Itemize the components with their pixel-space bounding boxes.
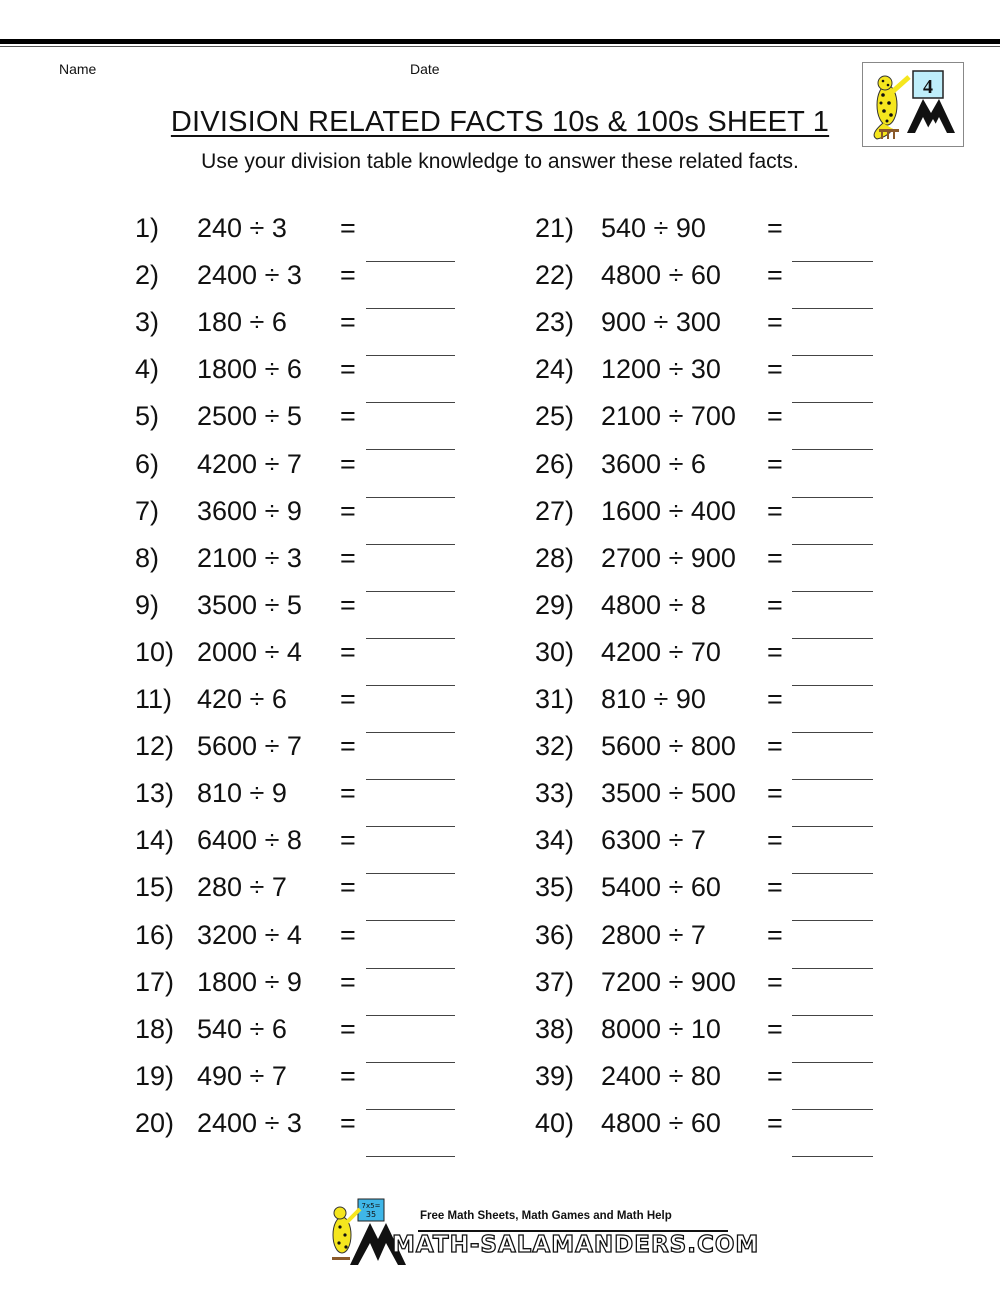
equals-sign: = bbox=[767, 589, 783, 620]
equals-sign: = bbox=[340, 684, 356, 714]
answer-blank[interactable] bbox=[792, 520, 873, 545]
answer-blank[interactable] bbox=[366, 614, 455, 639]
answer-blank[interactable] bbox=[366, 378, 455, 403]
problem-number: 19) bbox=[135, 1060, 175, 1091]
problem-number: 32) bbox=[535, 731, 575, 762]
equals-sign: = bbox=[340, 919, 356, 950]
answer-blank[interactable] bbox=[366, 944, 455, 969]
problem-number: 5) bbox=[135, 401, 160, 432]
answer-blank[interactable] bbox=[792, 1085, 873, 1110]
answer-blank[interactable] bbox=[792, 802, 873, 827]
problem-row bbox=[135, 1061, 465, 1108]
answer-blank[interactable] bbox=[792, 614, 873, 639]
problem-expression: 540 ÷ 90 bbox=[601, 213, 706, 243]
page-title-text: DIVISION RELATED FACTS 10s & 100s SHEET 1 bbox=[170, 106, 830, 138]
equals-sign: = bbox=[340, 1060, 356, 1091]
equals-sign: = bbox=[767, 260, 783, 291]
grade-logo bbox=[862, 62, 964, 147]
problem-expression: 4800 ÷ 60 bbox=[601, 260, 721, 291]
problem-expression: 2000 ÷ 4 bbox=[197, 636, 302, 667]
problem-row bbox=[135, 260, 465, 307]
equals-sign: = bbox=[340, 495, 356, 526]
problem-expression: 4200 ÷ 7 bbox=[197, 448, 302, 479]
problem-expression: 280 ÷ 7 bbox=[197, 872, 287, 903]
answer-blank[interactable] bbox=[792, 661, 873, 686]
equals-sign: = bbox=[340, 636, 356, 667]
problem-row bbox=[535, 684, 880, 731]
equals-sign: = bbox=[767, 401, 783, 432]
equals-sign: = bbox=[340, 448, 356, 479]
answer-blank[interactable] bbox=[366, 1038, 455, 1063]
top-rule-thin bbox=[0, 46, 1000, 47]
problem-expression: 2400 ÷ 80 bbox=[601, 1060, 721, 1091]
answer-blank[interactable] bbox=[792, 567, 873, 592]
problem-expression: 810 ÷ 9 bbox=[197, 778, 287, 809]
equals-sign: = bbox=[767, 919, 783, 950]
problem-number: 28) bbox=[535, 542, 575, 573]
answer-blank[interactable] bbox=[366, 284, 455, 309]
problem-row bbox=[535, 401, 880, 448]
answer-blank[interactable] bbox=[366, 708, 455, 733]
answer-blank[interactable] bbox=[366, 661, 455, 686]
problem-row bbox=[535, 260, 880, 307]
equals-sign: = bbox=[340, 966, 356, 997]
equals-sign: = bbox=[767, 354, 783, 385]
equals-sign: = bbox=[767, 731, 783, 762]
problem-number: 4) bbox=[135, 354, 160, 385]
equals-sign: = bbox=[340, 260, 356, 291]
problem-number: 21) bbox=[535, 213, 575, 243]
salamander-logo-icon bbox=[863, 63, 963, 146]
equals-sign: = bbox=[767, 872, 783, 903]
problem-expression: 3200 ÷ 4 bbox=[197, 919, 302, 950]
problem-row bbox=[135, 920, 465, 967]
problem-expression: 7200 ÷ 900 bbox=[601, 966, 736, 997]
problem-number: 12) bbox=[135, 731, 175, 762]
problem-expression: 900 ÷ 300 bbox=[601, 307, 721, 338]
answer-blank[interactable] bbox=[792, 284, 873, 309]
problem-row bbox=[135, 449, 465, 496]
problem-number: 34) bbox=[535, 825, 575, 856]
problem-number: 11) bbox=[135, 684, 173, 714]
problem-expression: 2700 ÷ 900 bbox=[601, 542, 736, 573]
problem-number: 8) bbox=[135, 542, 160, 573]
problem-number: 16) bbox=[135, 919, 175, 950]
answer-blank[interactable] bbox=[366, 849, 455, 874]
problem-number: 13) bbox=[135, 778, 175, 809]
problem-row bbox=[135, 590, 465, 637]
problem-number: 2) bbox=[135, 260, 160, 291]
problem-row bbox=[535, 637, 880, 684]
answer-blank[interactable] bbox=[366, 755, 455, 780]
problem-number: 1) bbox=[135, 213, 160, 243]
problem-row bbox=[135, 778, 465, 825]
problem-number: 15) bbox=[135, 872, 175, 903]
problem-expression: 1800 ÷ 6 bbox=[197, 354, 302, 385]
answer-blank[interactable] bbox=[792, 473, 873, 498]
problem-expression: 810 ÷ 90 bbox=[601, 684, 706, 714]
equals-sign: = bbox=[340, 589, 356, 620]
problem-number: 26) bbox=[535, 448, 575, 479]
problem-number: 27) bbox=[535, 495, 575, 526]
answer-blank[interactable] bbox=[792, 331, 873, 356]
problem-row bbox=[135, 401, 465, 448]
problem-number: 36) bbox=[535, 919, 575, 950]
problem-row bbox=[535, 543, 880, 590]
problem-expression: 1800 ÷ 9 bbox=[197, 966, 302, 997]
problem-number: 14) bbox=[135, 825, 175, 856]
problem-expression: 4200 ÷ 70 bbox=[601, 636, 721, 667]
equals-sign: = bbox=[767, 542, 783, 573]
problem-number: 10) bbox=[135, 636, 175, 667]
problem-expression: 3600 ÷ 9 bbox=[197, 495, 302, 526]
footer-tagline: Free Math Sheets, Math Games and Math Help bbox=[420, 1210, 672, 1222]
name-label: Name bbox=[59, 61, 97, 77]
date-label: Date bbox=[410, 61, 440, 77]
problem-row bbox=[535, 449, 880, 496]
problem-row bbox=[135, 684, 465, 731]
problem-expression: 5400 ÷ 60 bbox=[601, 872, 721, 903]
problem-expression: 1200 ÷ 30 bbox=[601, 354, 721, 385]
problem-expression: 420 ÷ 6 bbox=[197, 684, 287, 714]
answer-blank[interactable] bbox=[792, 1038, 873, 1063]
equals-sign: = bbox=[767, 448, 783, 479]
equals-sign: = bbox=[767, 636, 783, 667]
problem-expression: 180 ÷ 6 bbox=[197, 307, 287, 338]
problem-expression: 490 ÷ 7 bbox=[197, 1060, 287, 1091]
problem-expression: 2800 ÷ 7 bbox=[601, 919, 706, 950]
equals-sign: = bbox=[767, 1060, 783, 1091]
problem-expression: 3500 ÷ 5 bbox=[197, 589, 302, 620]
equals-sign: = bbox=[340, 825, 356, 856]
problem-row bbox=[535, 920, 880, 967]
answer-blank[interactable] bbox=[366, 896, 455, 921]
answer-blank[interactable] bbox=[366, 425, 455, 450]
problem-row bbox=[135, 1108, 465, 1155]
problem-row bbox=[535, 1014, 880, 1061]
problem-number: 35) bbox=[535, 872, 575, 903]
answer-blank[interactable] bbox=[366, 237, 455, 262]
problem-row bbox=[535, 590, 880, 637]
equals-sign: = bbox=[340, 731, 356, 762]
answer-blank[interactable] bbox=[366, 473, 455, 498]
answer-blank[interactable] bbox=[792, 849, 873, 874]
answer-blank[interactable] bbox=[792, 708, 873, 733]
problem-expression: 6300 ÷ 7 bbox=[601, 825, 706, 856]
grade-badge: 4 bbox=[923, 76, 933, 98]
equals-sign: = bbox=[767, 1013, 783, 1044]
svg-text:35: 35 bbox=[365, 1210, 377, 1219]
top-rule bbox=[0, 39, 1000, 44]
problem-expression: 6400 ÷ 8 bbox=[197, 825, 302, 856]
problem-expression: 5600 ÷ 7 bbox=[197, 731, 302, 762]
problem-number: 6) bbox=[135, 448, 160, 479]
equals-sign: = bbox=[340, 778, 356, 809]
problem-row bbox=[535, 1108, 880, 1155]
problem-number: 7) bbox=[135, 495, 160, 526]
answer-blank[interactable] bbox=[792, 237, 873, 262]
problem-row bbox=[135, 496, 465, 543]
answer-blank[interactable] bbox=[792, 755, 873, 780]
svg-text:7x5=: 7x5= bbox=[361, 1202, 381, 1210]
problem-expression: 3600 ÷ 6 bbox=[601, 448, 706, 479]
equals-sign: = bbox=[340, 213, 356, 243]
problem-expression: 2100 ÷ 3 bbox=[197, 542, 302, 573]
problem-expression: 2400 ÷ 3 bbox=[197, 260, 302, 291]
problem-row bbox=[535, 1061, 880, 1108]
equals-sign: = bbox=[340, 307, 356, 338]
equals-sign: = bbox=[767, 1107, 783, 1138]
footer-brand: MATH-SALAMANDERS.COM bbox=[392, 1232, 760, 1258]
footer-logo bbox=[320, 1195, 760, 1270]
equals-sign: = bbox=[767, 684, 783, 714]
problem-expression: 5600 ÷ 800 bbox=[601, 731, 736, 762]
problem-expression: 3500 ÷ 500 bbox=[601, 778, 736, 809]
equals-sign: = bbox=[767, 778, 783, 809]
problem-row bbox=[535, 778, 880, 825]
problem-number: 24) bbox=[535, 354, 575, 385]
problem-number: 30) bbox=[535, 636, 575, 667]
problem-number: 39) bbox=[535, 1060, 575, 1091]
equals-sign: = bbox=[767, 307, 783, 338]
problem-number: 20) bbox=[135, 1107, 175, 1138]
problem-row bbox=[535, 307, 880, 354]
problem-expression: 2500 ÷ 5 bbox=[197, 401, 302, 432]
equals-sign: = bbox=[767, 825, 783, 856]
equals-sign: = bbox=[767, 213, 783, 243]
problem-row bbox=[135, 307, 465, 354]
problem-number: 22) bbox=[535, 260, 575, 291]
problem-expression: 2100 ÷ 700 bbox=[601, 401, 736, 432]
problem-row bbox=[535, 872, 880, 919]
problem-expression: 4800 ÷ 60 bbox=[601, 1107, 721, 1138]
equals-sign: = bbox=[340, 872, 356, 903]
answer-blank[interactable] bbox=[792, 425, 873, 450]
answer-blank[interactable] bbox=[792, 1132, 873, 1157]
problem-row bbox=[535, 354, 880, 401]
answer-blank[interactable] bbox=[792, 896, 873, 921]
problem-row bbox=[135, 543, 465, 590]
problem-row bbox=[135, 967, 465, 1014]
problem-expression: 2400 ÷ 3 bbox=[197, 1107, 302, 1138]
problem-row bbox=[535, 213, 880, 260]
page-title bbox=[0, 106, 1000, 139]
equals-sign: = bbox=[767, 966, 783, 997]
problem-number: 40) bbox=[535, 1107, 575, 1138]
problem-number: 33) bbox=[535, 778, 575, 809]
equals-sign: = bbox=[767, 495, 783, 526]
answer-blank[interactable] bbox=[366, 520, 455, 545]
answer-blank[interactable] bbox=[366, 567, 455, 592]
problem-number: 17) bbox=[135, 966, 175, 997]
problem-expression: 1600 ÷ 400 bbox=[601, 495, 736, 526]
equals-sign: = bbox=[340, 542, 356, 573]
answer-blank[interactable] bbox=[366, 991, 455, 1016]
problem-row bbox=[535, 731, 880, 778]
problem-number: 23) bbox=[535, 307, 575, 338]
equals-sign: = bbox=[340, 1107, 356, 1138]
problem-row bbox=[135, 637, 465, 684]
problem-number: 18) bbox=[135, 1013, 175, 1044]
instructions: Use your division table knowledge to answer these related facts. bbox=[201, 150, 799, 173]
problem-row bbox=[135, 872, 465, 919]
equals-sign: = bbox=[340, 1013, 356, 1044]
problem-row bbox=[135, 731, 465, 778]
answer-blank[interactable] bbox=[366, 802, 455, 827]
problem-row bbox=[135, 213, 465, 260]
problem-expression: 540 ÷ 6 bbox=[197, 1013, 287, 1044]
problem-number: 3) bbox=[135, 307, 160, 338]
problem-row bbox=[535, 967, 880, 1014]
problem-row bbox=[135, 1014, 465, 1061]
problem-row bbox=[135, 354, 465, 401]
problem-expression: 240 ÷ 3 bbox=[197, 213, 287, 243]
answer-blank[interactable] bbox=[792, 944, 873, 969]
problem-expression: 4800 ÷ 8 bbox=[601, 589, 706, 620]
answer-blank[interactable] bbox=[792, 991, 873, 1016]
problem-row bbox=[535, 825, 880, 872]
problem-row bbox=[135, 825, 465, 872]
equals-sign: = bbox=[340, 354, 356, 385]
problem-expression: 8000 ÷ 10 bbox=[601, 1013, 721, 1044]
problem-number: 31) bbox=[535, 684, 575, 714]
answer-blank[interactable] bbox=[366, 1085, 455, 1110]
equals-sign: = bbox=[340, 401, 356, 432]
problem-row bbox=[535, 496, 880, 543]
problem-number: 29) bbox=[535, 589, 575, 620]
answer-blank[interactable] bbox=[366, 331, 455, 356]
problem-number: 37) bbox=[535, 966, 575, 997]
problem-number: 25) bbox=[535, 401, 575, 432]
answer-blank[interactable] bbox=[792, 378, 873, 403]
problem-number: 38) bbox=[535, 1013, 575, 1044]
answer-blank[interactable] bbox=[366, 1132, 455, 1157]
problem-number: 9) bbox=[135, 589, 160, 620]
